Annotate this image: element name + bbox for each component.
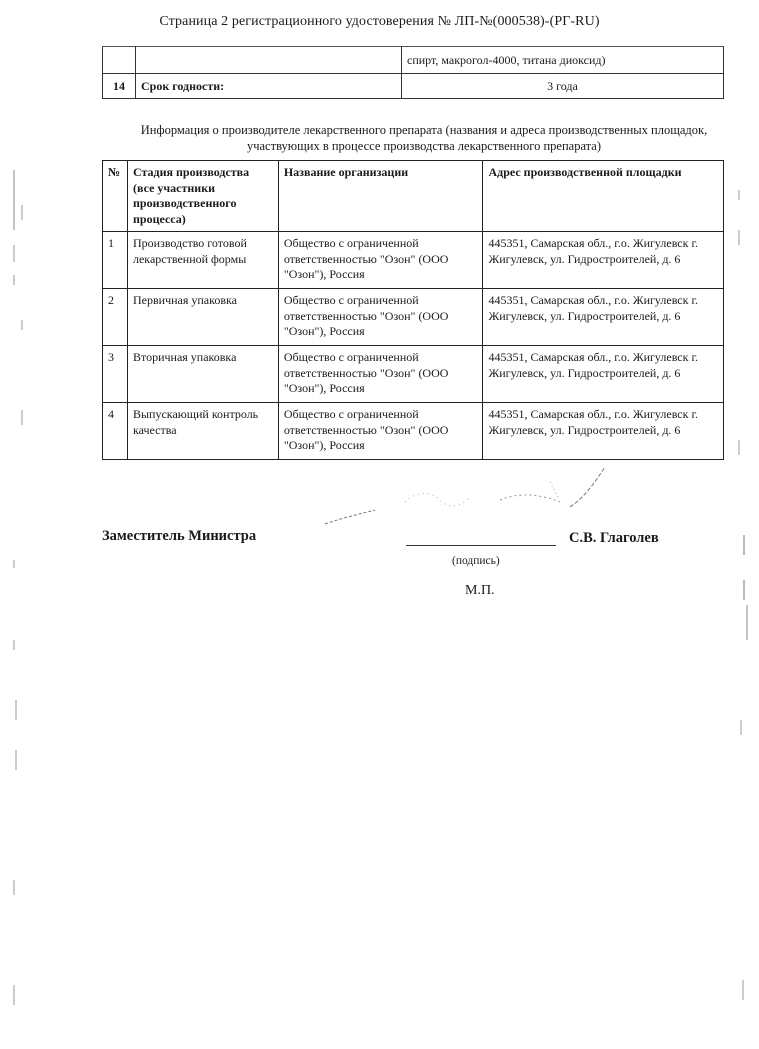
- cell-organization: Общество с ограниченной ответственностью "Озон" (ООО "Озон"), Россия: [278, 289, 483, 346]
- cell-stage: Производство готовой лекарственной формы: [127, 232, 278, 289]
- row-value: спирт, макрогол-4000, титана диоксид): [402, 47, 724, 74]
- row-number: 14: [103, 74, 136, 99]
- cell-address: 445351, Самарская обл., г.о. Жигулевск г. Жигулевск, ул. Гидростроителей, д. 6: [483, 403, 724, 460]
- table-row: [103, 289, 724, 346]
- cell-address: 445351, Самарская обл., г.о. Жигулевск г. Жигулевск, ул. Гидростроителей, д. 6: [483, 232, 724, 289]
- cell-stage: Вторичная упаковка: [127, 346, 278, 403]
- manufacturer-table: [102, 160, 724, 460]
- cell-organization: Общество с ограниченной ответственностью "Озон" (ООО "Озон"), Россия: [278, 346, 483, 403]
- shelf-life-value: 3 года: [402, 74, 724, 99]
- row-number: [103, 47, 136, 74]
- cell-number: 3: [103, 346, 128, 403]
- table-header-row: [103, 161, 724, 232]
- scan-edge-marks-right-icon: [729, 0, 759, 1049]
- shelf-life-label: Срок годности:: [136, 74, 402, 99]
- cell-number: 2: [103, 289, 128, 346]
- signatory-name: С.В. Глаголев: [569, 530, 659, 546]
- signature-scribble-icon: [320, 462, 620, 532]
- manufacturer-info-heading: Информация о производителе лекарственного препарата (названия и адреса производственных площадок, участвующих в процессе производства лекарственного препарата): [140, 123, 708, 153]
- cell-organization: Общество с ограниченной ответственностью "Озон" (ООО "Озон"), Россия: [278, 232, 483, 289]
- cell-number: 4: [103, 403, 128, 460]
- table-row-shelf-life: [103, 74, 724, 99]
- header-number: №: [103, 161, 128, 232]
- header-stage: Стадия производства (все участники производственного процесса): [127, 161, 278, 232]
- signatory-position: Заместитель Министра: [102, 528, 257, 544]
- cell-stage: Первичная упаковка: [127, 289, 278, 346]
- seal-mark: М.П.: [465, 583, 495, 598]
- table-row: [103, 403, 724, 460]
- table-row-continuation: [103, 47, 724, 74]
- row-label: [136, 47, 402, 74]
- page-header: Страница 2 регистрационного удостоверения № ЛП-№(000538)-(РГ-RU): [159, 14, 600, 29]
- cell-number: 1: [103, 232, 128, 289]
- table-row: [103, 346, 724, 403]
- signature-line: [406, 545, 556, 546]
- signature-caption: (подпись): [452, 555, 500, 567]
- header-organization: Название организации: [278, 161, 483, 232]
- cell-stage: Выпускающий контроль качества: [127, 403, 278, 460]
- header-address: Адрес производственной площадки: [483, 161, 724, 232]
- registration-details-table: [102, 46, 724, 99]
- cell-organization: Общество с ограниченной ответственностью "Озон" (ООО "Озон"), Россия: [278, 403, 483, 460]
- cell-address: 445351, Самарская обл., г.о. Жигулевск г. Жигулевск, ул. Гидростроителей, д. 6: [483, 346, 724, 403]
- cell-address: 445351, Самарская обл., г.о. Жигулевск г. Жигулевск, ул. Гидростроителей, д. 6: [483, 289, 724, 346]
- scan-edge-marks-left-icon: [0, 0, 30, 1049]
- table-row: [103, 232, 724, 289]
